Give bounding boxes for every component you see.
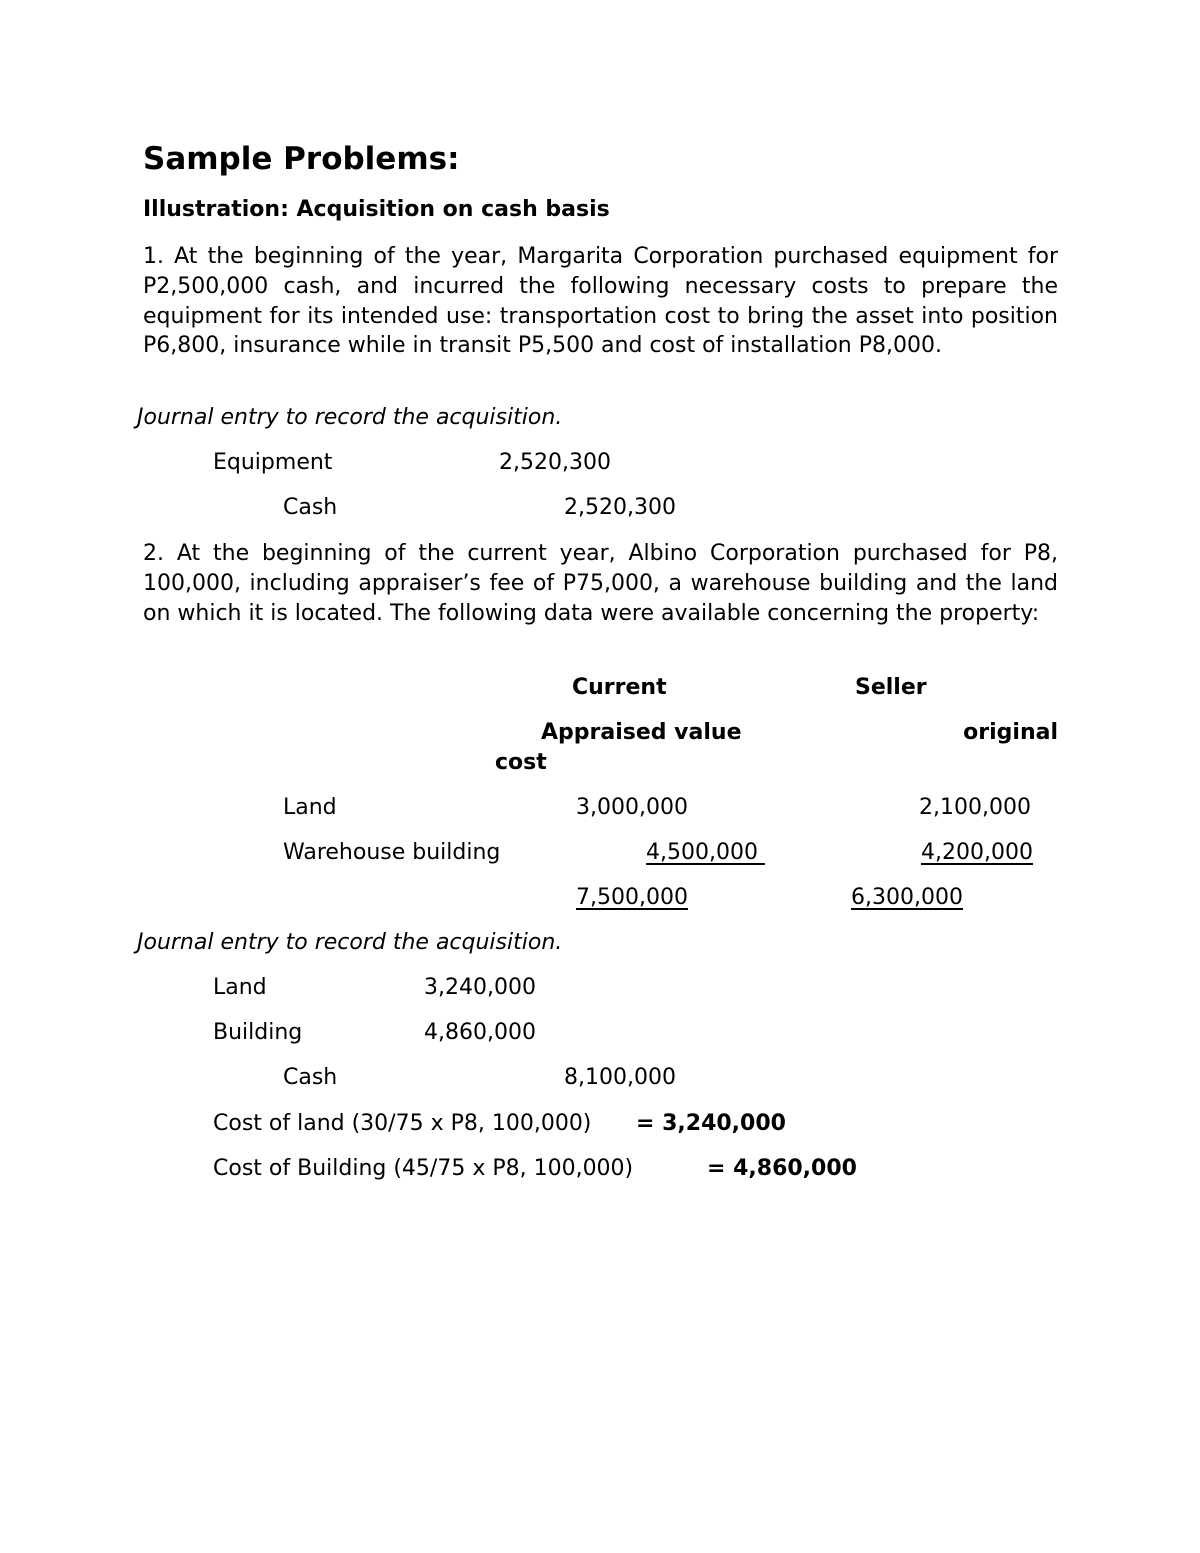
header-original: original [963,720,1058,745]
row-land-label: Land [283,795,337,820]
total-original: 6,300,000 [851,885,963,910]
computation-building-result: = 4,860,000 [707,1156,857,1181]
problem-1-journal-label: Journal entry to record the acquisition. [137,405,563,430]
page-title: Sample Problems: [143,141,460,177]
entry-2-land-account: Land [213,975,267,1000]
header-appraised-value: Appraised value [541,720,742,745]
row-land-appraised: 3,000,000 [576,795,688,820]
header-current: Current [572,675,667,700]
header-cost: cost [495,750,547,775]
row-land-original: 2,100,000 [919,795,1031,820]
problem-2-journal-label: Journal entry to record the acquisition. [137,930,563,955]
entry-2-building-amount: 4,860,000 [424,1020,536,1045]
entry-2-credit-amount: 8,100,000 [564,1065,676,1090]
row-building-label: Warehouse building [283,840,501,865]
entry-1-debit-amount: 2,520,300 [499,450,611,475]
computation-building-label: Cost of Building (45/75 x P8, 100,000) [213,1156,634,1181]
header-seller: Seller [855,675,927,700]
entry-1-credit-account: Cash [283,495,338,520]
entry-1-debit-account: Equipment [213,450,333,475]
computation-land-label: Cost of land (30/75 x P8, 100,000) [213,1111,592,1136]
total-appraised: 7,500,000 [576,885,688,910]
entry-1-credit-amount: 2,520,300 [564,495,676,520]
entry-2-credit-account: Cash [283,1065,338,1090]
problem-2-text: 2. At the beginning of the current year, Albino Corporation purchased for P8, 100,000, including appraiser’s fee of P75,000, a warehouse building and the land on which it is located. The following data were available concerning the property: [143,541,1058,626]
row-building-appraised: 4,500,000 [646,840,765,865]
entry-2-land-amount: 3,240,000 [424,975,536,1000]
entry-2-building-account: Building [213,1020,303,1045]
problem-1-text: 1. At the beginning of the year, Margarita Corporation purchased equipment for P2,500,000 cash, and incurred the following necessary costs to prepare the equipment for its intended use: transportation cost to bring the asset into position P6,800, insurance while in transit P5,500 and cost of installation P8,000. [143,244,1058,359]
illustration-heading: Illustration: Acquisition on cash basis [143,197,610,222]
computation-land-result: = 3,240,000 [636,1111,786,1136]
row-building-original: 4,200,000 [921,840,1033,865]
